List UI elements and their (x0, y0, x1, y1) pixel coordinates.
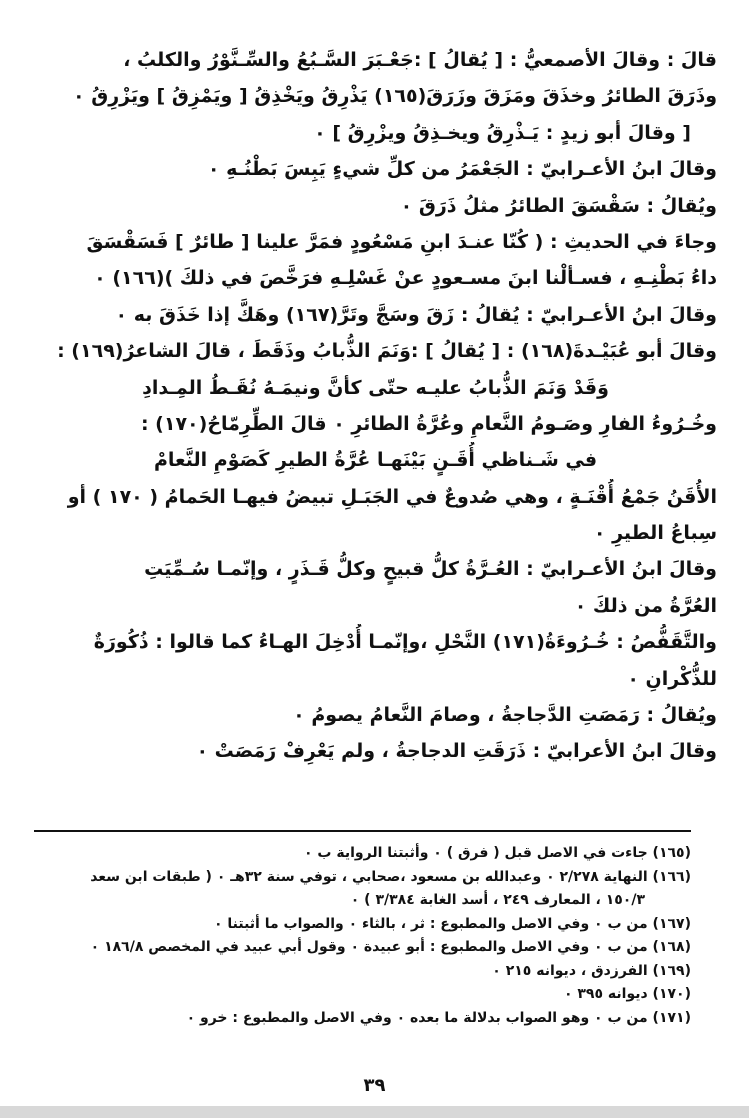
text-line: وقالَ ابنُ الأعـرابيّ : الجَعْمَرُ من كلِّ شيءٍ يَبِسَ بَطْنُـهِ ٠ (207, 158, 717, 181)
text-line: وخُـرُوءُ الفارِ وصَـومُ النَّعامِ وعُرَّةُ الطائرِ ٠ قالَ الطِّرِمّاحُ(١٧٠) : (140, 412, 717, 435)
footnotes (60, 842, 691, 1030)
text-line: ويُقالُ : رَمَصَتِ الدَّجاجةُ ، وصامَ النَّعامُ يصومُ ٠ (293, 704, 717, 727)
text-line: وقالَ ابنُ الأعرابيّ : ذَرَقَتِ الدجاجةُ ، ولم يَعْرِفْ رَمَصَتْ ٠ (196, 740, 717, 763)
text-line: قالَ : وقالَ الأصمعيُّ : [ يُقالُ ] :جَعْـبَرَ السَّـبُعُ والسِّـنَّوْرُ والكلبُ ، (123, 49, 717, 71)
text-line: والتَّقَفُّصُ : خُـرُوءَةُ(١٧١) النَّحْلِ ،وإنّمـا أُدْخِلَ الهـاءُ كما قالوا : ذُكُورَةٌ (93, 631, 717, 654)
text-line: الأُقَنُ جَمْعُ أُقْنَـةٍ ، وهي صُدوعٌ في الجَبَـلِ تبيضُ فيهـا الحَمامُ ( ١٧٠ ) أو (67, 485, 717, 508)
footnote: (١٦٥) جاءت في الاصل قبل ( فرق ) ٠ وأثبتنا الرواية ب ٠ (304, 845, 691, 861)
text-line: ويُقالُ : سَقْسَقَ الطائرُ مثلُ ذَرَقَ ٠ (400, 194, 717, 217)
footnote-continuation: ١٥٠/٣ ، المعارف ٢٤٩ ، أسد الغابة ٣/٣٨٤ ) ٠ (350, 892, 645, 908)
page-number: ٣٩ (363, 1075, 386, 1096)
text-line: وقالَ أبو عُبَيْـدةَ(١٦٨) : [ يُقالُ ] :وَنَمَ الذُّبابُ وذَقَطَ ، قالَ الشاعرُ(١٦٩) : (57, 340, 717, 363)
footnote: (١٦٨) من ب ٠ وفي الاصل والمطبوع : أبو عبيدة ٠ وقول أبي عبيد في المخصص ١٨٦/٨ ٠ (90, 939, 691, 955)
footnote-divider (34, 830, 691, 832)
footnote: (١٧١) من ب ٠ وهو الصواب بدلالة ما بعده ٠ وفي الاصل والمطبوع : خرو ٠ (186, 1009, 691, 1026)
main-text (34, 42, 717, 770)
text-line: داءُ بَطْنِـهِ ، فسـألْنا ابنَ مسـعودٍ عنْ غَسْلِـهِ فرَخَّصَ في ذلكَ )(١٦٦) ٠ (94, 267, 717, 290)
scan-edge (0, 1106, 749, 1118)
verse-line: وَقَدْ وَنَمَ الذُّبابُ عليـه حتّى كأنَّ ونيمَـهُ نُقَـطُ المِـدادِ (142, 376, 609, 399)
text-line: العُرَّةُ من ذلكَ ٠ (574, 594, 717, 617)
text-line: وقالَ ابنُ الأعـرابيّ : العُـرَّةُ كلُّ قبيحٍ وكلُّ قَـذَرٍ ، وإنّمـا سُـمِّيَتِ (144, 558, 717, 581)
footnote: (١٧٠) ديوانه ٣٩٥ ٠ (563, 986, 691, 1002)
text-line: وقالَ ابنُ الأعـرابيّ : يُقالُ : زَقَ وسَجَّ وتَرَّ(١٦٧) وهَكَّ إذا خَذَقَ به ٠ (115, 303, 717, 326)
footnote: (١٦٩) الفرزدق ، ديوانه ٢١٥ ٠ (492, 962, 691, 979)
text-line: [ وقالَ أبو زيدٍ : يَـذْرِقُ ويخـذِقُ ويزْرِقُ ] ٠ (314, 121, 691, 144)
text-line: سِباعُ الطيرِ ٠ (593, 522, 717, 545)
text-line: وذَرَقَ الطائرُ وخذَقَ ومَزَقَ وزَرَقَ(١٦٥) يَذْرِقُ ويَخْذِقُ [ ويَمْزِقُ ] ويَزْرِقُ ٠ (73, 85, 717, 108)
footnote: (١٦٧) من ب ٠ وفي الاصل والمطبوع : ثر ، بالثاء ٠ والصواب ما أثبتنا ٠ (213, 915, 691, 932)
text-line: وجاءَ في الحديثِ : ( كُنّا عنـدَ ابنِ مَسْعُودٍ فمَرَّ علينا [ طائرٌ ] فَسَقْسَقَ (86, 230, 717, 253)
footnote: (١٦٦) النهاية ٢/٢٧٨ ٠ وعبدالله بن مسعود ،صحابي ، توفي سنة ٣٢هـ ٠ ( طبقات ابن سعد (90, 868, 691, 885)
text-line: للذُّكْرانِ ٠ (627, 667, 717, 690)
verse-line: في شَـناظي أُقَـنٍ بَيْنَهـا عُرَّةُ الطيرِ كَصَوْمِ النَّعامْ (153, 449, 598, 472)
